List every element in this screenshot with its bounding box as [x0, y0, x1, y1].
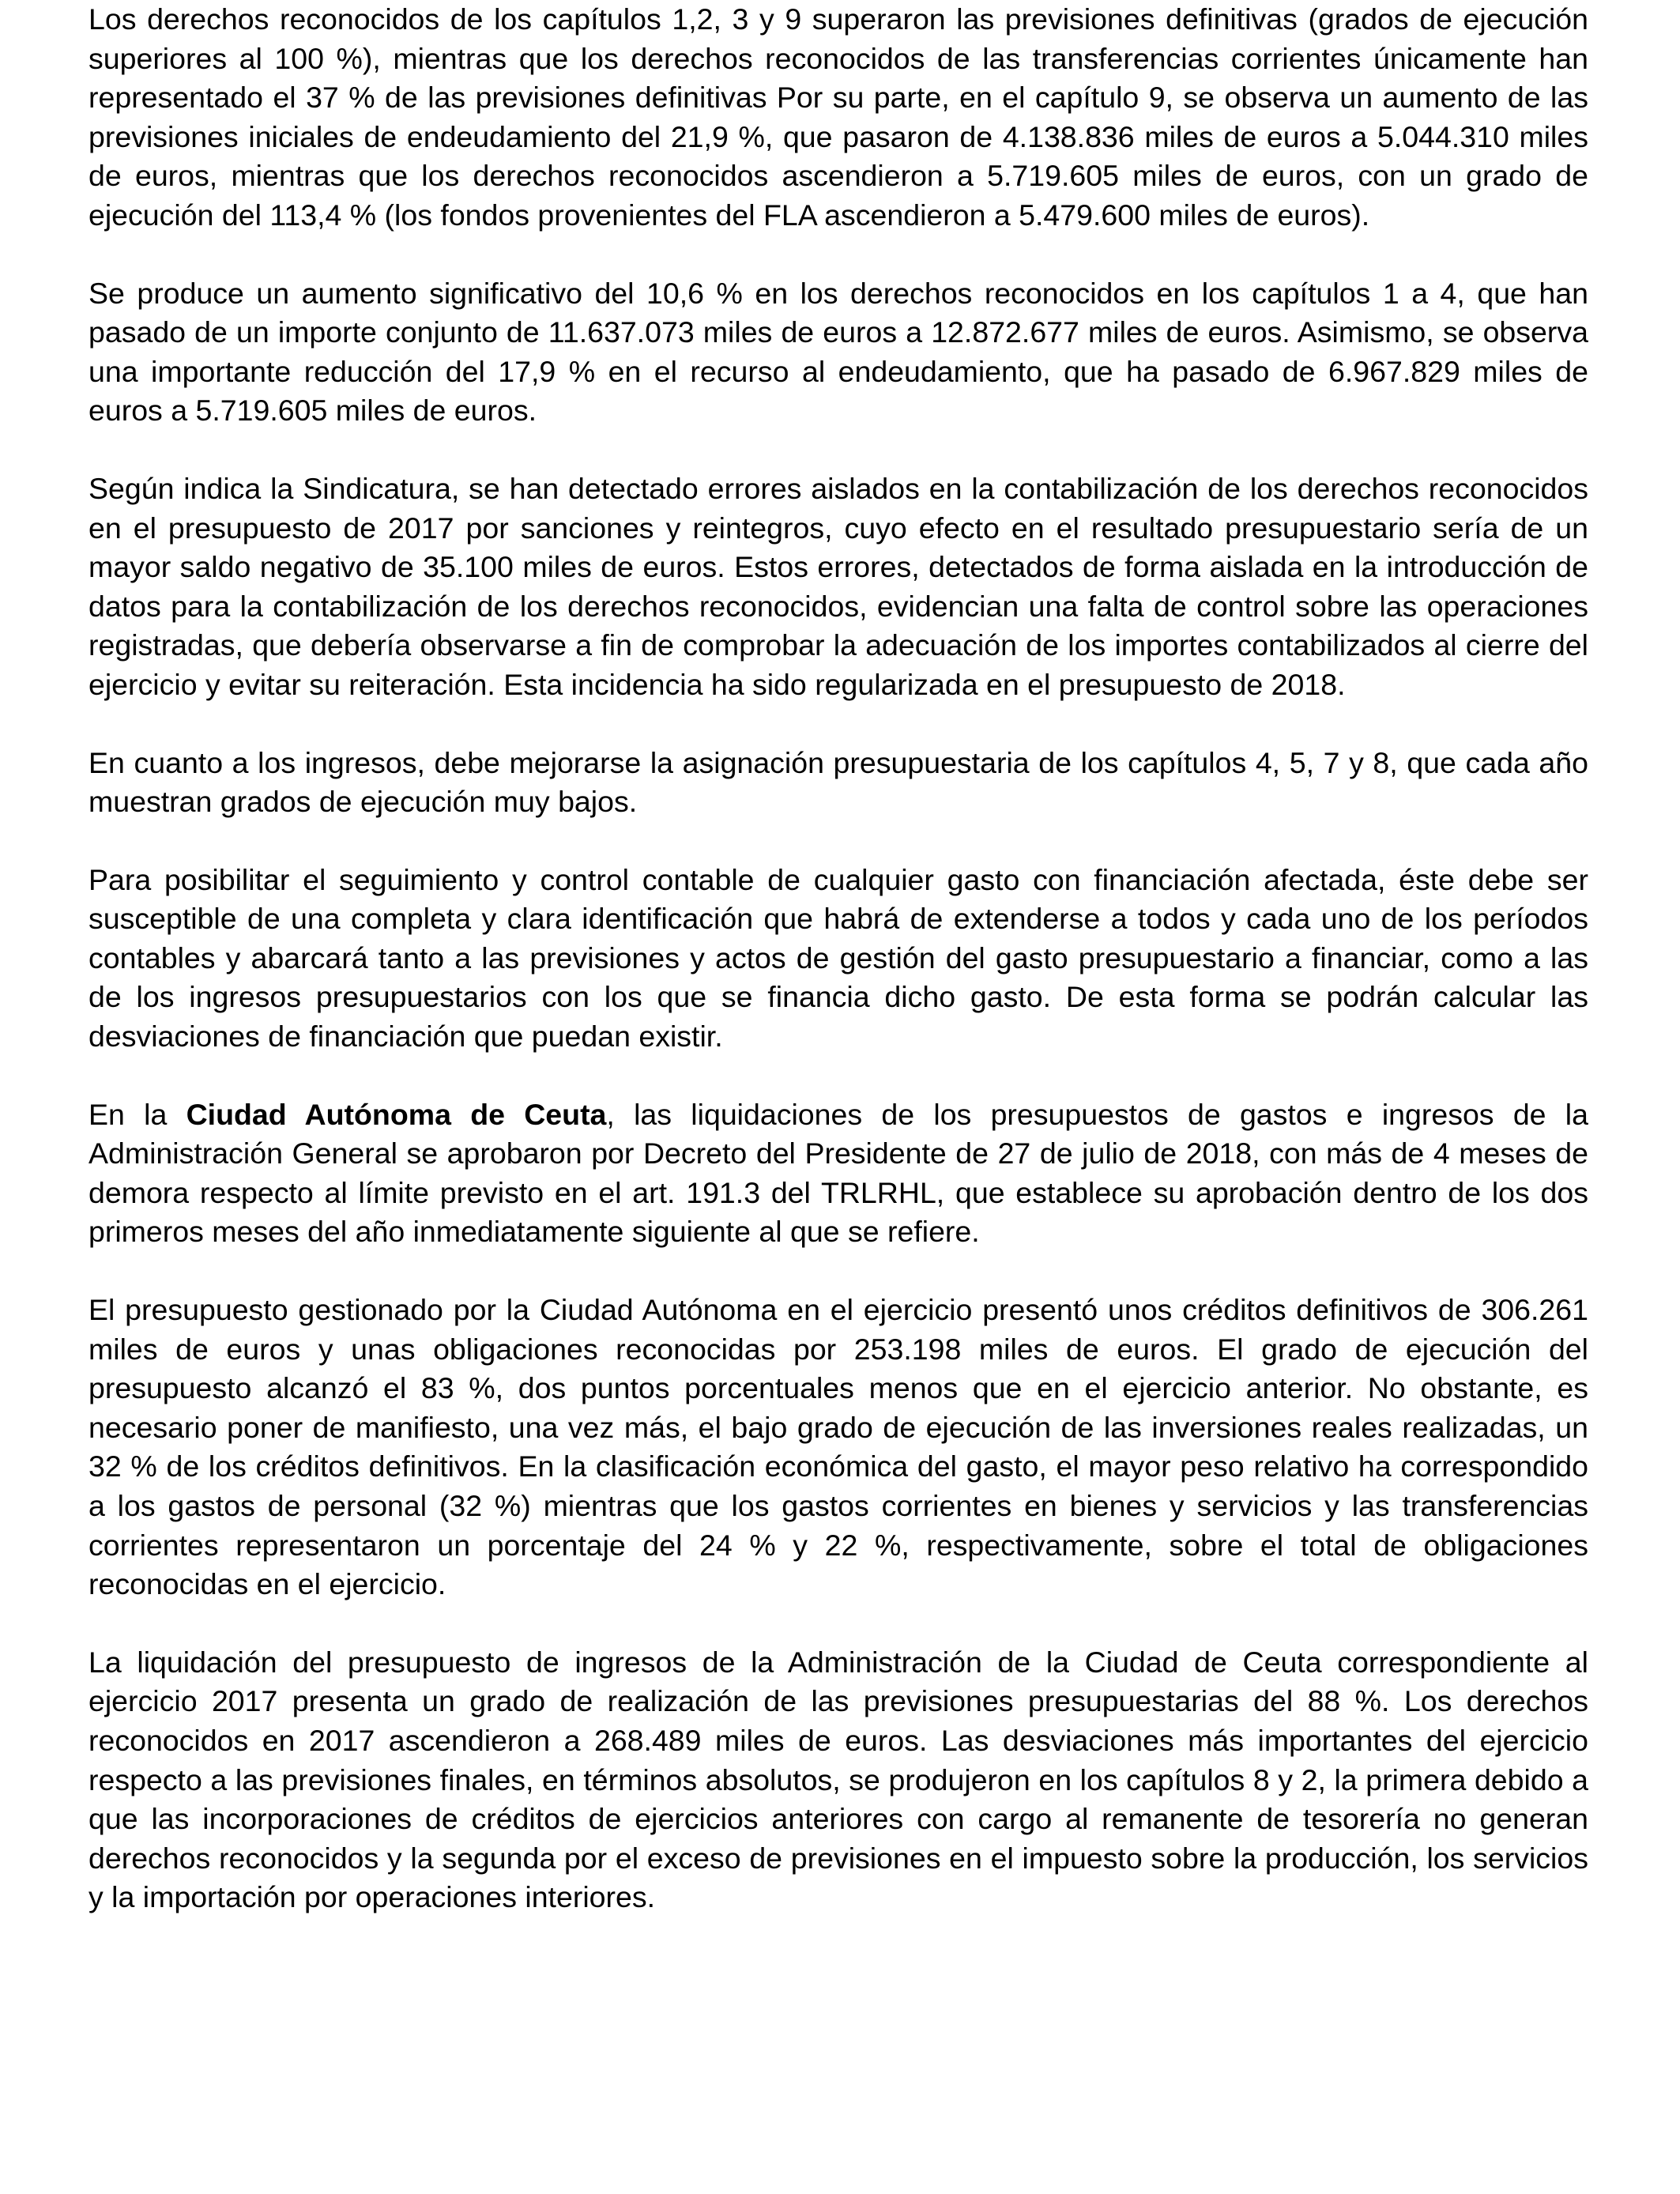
- ceuta-prefix: En la: [89, 1097, 186, 1131]
- paragraph-ingresos-asignacion: En cuanto a los ingresos, debe mejorarse la asignación presupuestaria de los capítulos 4, 5, 7 y 8, que cada año muestran grados de ejecución muy bajos.: [89, 745, 1588, 819]
- ceuta-bold-name: Ciudad Autónoma de Ceuta: [186, 1097, 607, 1131]
- ceuta-suffix: , las liquidaciones de los presupuestos de gastos e ingresos de la Administración General se aprobaron por Decreto del Presidente de 27 de julio de 2018, con más de 4 meses de demora respecto al límite previsto en el art. 191.3 del TRLRHL, que establece su aprobación dentro de los dos primeros meses del año inmediatamente siguiente al que se refiere.: [89, 1097, 1588, 1249]
- paragraph-sindicatura-errores: Según indica la Sindicatura, se han detectado errores aislados en la contabilización de los derechos reconocidos en el presupuesto de 2017 por sanciones y reintegros, cuyo efecto en el resultado presupuestario sería de un mayor saldo negativo de 35.100 miles de euros. Estos errores, detectados de forma aislada en la introducción de datos para la contabilización de los derechos reconocidos, evidencian una falta de control sobre las operaciones registradas, que debería observarse a fin de comprobar la adecuación de los importes contabilizados al cierre del ejercicio y evitar su reiteración. Esta incidencia ha sido regularizada en el presupuesto de 2018.: [89, 471, 1588, 701]
- paragraph-presupuesto-gestionado: El presupuesto gestionado por la Ciudad Autónoma en el ejercicio presentó unos créditos definitivos de 306.261 miles de euros y unas obligaciones reconocidas por 253.198 miles de euros. El grado de ejecución del presupuesto alcanzó el 83 %, dos puntos porcentuales menos que en el ejercicio anterior. No obstante, es necesario poner de manifiesto, una vez más, el bajo grado de ejecución de las inversiones reales realizadas, un 32 % de los créditos definitivos. En la clasificación económica del gasto, el mayor peso relativo ha correspondido a los gastos de personal (32 %) mientras que los gastos corrientes en bienes y servicios y las transferencias corrientes representaron un porcentaje del 24 % y 22 %, respectivamente, sobre el total de obligaciones reconocidas en el ejercicio.: [89, 1293, 1588, 1601]
- document-page: [89, 0, 1588, 1917]
- paragraph-aumento-derechos: Se produce un aumento significativo del 10,6 % en los derechos reconocidos en los capítulos 1 a 4, que han pasado de un importe conjunto de 11.637.073 miles de euros a 12.872.677 miles de euros. Asimismo, se observa una importante reducción del 17,9 % en el recurso al endeudamiento, que ha pasado de 6.967.829 miles de euros a 5.719.605 miles de euros.: [89, 276, 1588, 428]
- paragraph-liquidacion-ingresos: La liquidación del presupuesto de ingresos de la Administración de la Ciudad de Ceuta correspondiente al ejercicio 2017 presenta un grado de realización de las previsiones presupuestarias del 88 %. Los derechos reconocidos en 2017 ascendieron a 268.489 miles de euros. Las desviaciones más importantes del ejercicio respecto a las previsiones finales, en términos absolutos, se produjeron en los capítulos 8 y 2, la primera debido a que las incorporaciones de créditos de ejercicios anteriores con cargo al remanente de tesorería no generan derechos reconocidos y la segunda por el exceso de previsiones en el impuesto sobre la producción, los servicios y la importación por operaciones interiores.: [89, 1645, 1588, 1914]
- paragraph-derechos-capitulos: Los derechos reconocidos de los capítulos 1,2, 3 y 9 superaron las previsiones definitivas (grados de ejecución superiores al 100 %), mientras que los derechos reconocidos de las transferencias corrientes únicamente han representado el 37 % de las previsiones definitivas Por su parte, en el capítulo 9, se observa un aumento de las previsiones iniciales de endeudamiento del 21,9 %, que pasaron de 4.138.836 miles de euros a 5.044.310 miles de euros, mientras que los derechos reconocidos ascendieron a 5.719.605 miles de euros, con un grado de ejecución del 113,4 % (los fondos provenientes del FLA ascendieron a 5.479.600 miles de euros).: [89, 2, 1588, 232]
- paragraph-financiacion-afectada: Para posibilitar el seguimiento y control contable de cualquier gasto con financiación afectada, éste debe ser susceptible de una completa y clara identificación que habrá de extenderse a todos y cada uno de los períodos contables y abarcará tanto a las previsiones y actos de gestión del gasto presupuestario a financiar, como a las de los ingresos presupuestarios con los que se financia dicho gasto. De esta forma se podrán calcular las desviaciones de financiación que puedan existir.: [89, 862, 1588, 1054]
- paragraph-ceuta-liquidaciones: [89, 1095, 1588, 1252]
